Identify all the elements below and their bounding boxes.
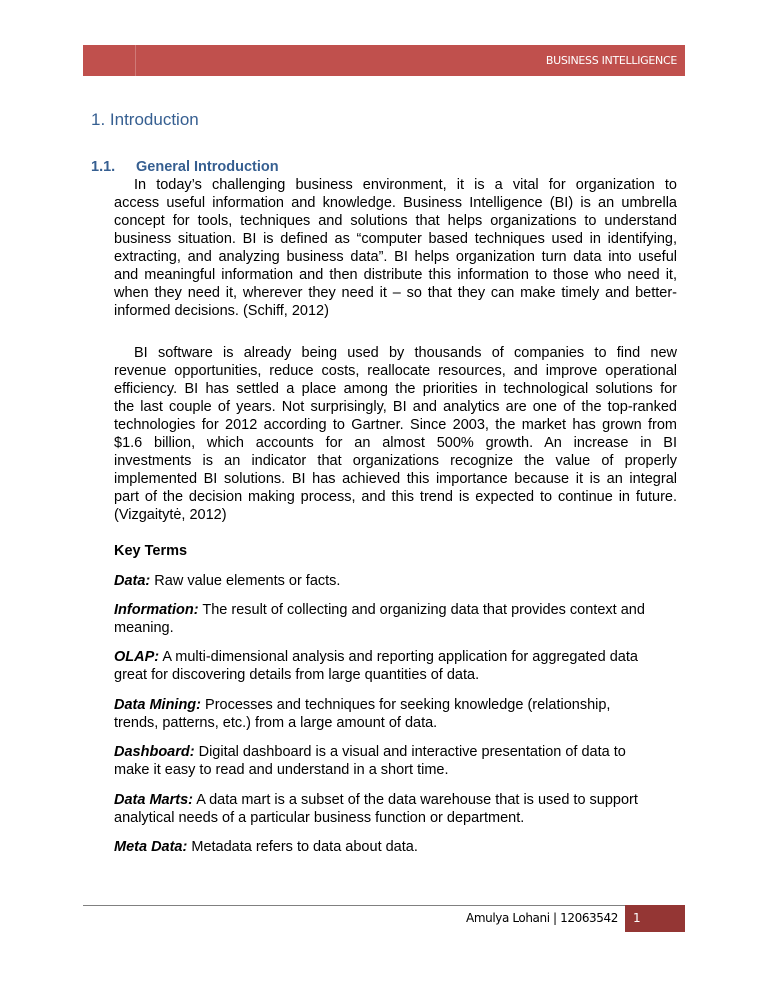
key-term-item (114, 696, 684, 732)
page-number-box (625, 905, 685, 932)
key-term-item (114, 838, 684, 856)
key-term-name: Meta Data: (114, 839, 188, 855)
paragraph-line: extracting, and analyzing business data”. BI helps organization turn data into useful (114, 249, 677, 265)
key-terms-heading: Key Terms (114, 543, 188, 559)
paragraph-line: BI software is already being used by thousands of companies to find new (134, 345, 677, 361)
key-term-definition: Metadata refers to data about data. (191, 839, 418, 855)
paragraph-line: revenue opportunities, reduce costs, reallocate resources, and improve operational (114, 363, 677, 379)
key-term-definition: great for discovering details from large quantities of data. (114, 667, 480, 683)
paragraph-line: In today’s challenging business environment, it is a vital for organization to (134, 177, 677, 193)
header-title: BUSINESS INTELLIGENCE (545, 54, 677, 67)
key-term-item (114, 601, 684, 637)
key-term-definition: Processes and techniques for seeking knowledge (relationship, (205, 697, 611, 713)
subsection-number: 1.1. (91, 159, 116, 175)
key-term-item (114, 648, 684, 684)
paragraph-line: part of the decision making process, and this trend is expected to continue in future. (114, 489, 677, 505)
key-term-definition: Digital dashboard is a visual and interactive presentation of data to (198, 744, 626, 760)
paragraph-line: and meaningful information and then distribute this information to those who need it, (114, 267, 677, 283)
key-term-name: Data Marts: (114, 792, 193, 808)
key-term-name: Dashboard: (114, 744, 195, 760)
paragraph-line: when they need it, wherever they need it – so that they can make timely and better- (114, 285, 677, 301)
paragraph-line: technologies for 2012 according to Gartner. Since 2003, the market has grown from (114, 417, 677, 433)
paragraph-line: access useful information and knowledge. Business Intelligence (BI) is an umbrella (114, 195, 677, 211)
paragraph-line: (Vizgaitytė, 2012) (114, 507, 227, 523)
footer-author: Amulya Lohani | 12063542 (466, 911, 618, 925)
key-term-definition: A data mart is a subset of the data warehouse that is used to support (196, 792, 638, 808)
key-term-item (114, 791, 684, 827)
key-term-name: Information: (114, 602, 199, 618)
key-term-definition: Raw value elements or facts. (154, 573, 341, 589)
paragraph-line: implemented BI solutions. BI has achieved this importance because it is an integral (114, 471, 677, 487)
paragraph-bi-software (114, 344, 677, 524)
section-heading: 1. Introduction (91, 110, 199, 129)
paragraph-line: concept for tools, techniques and solutions that helps organizations to understand (114, 213, 677, 229)
key-term-item (114, 743, 684, 779)
key-term-definition: analytical needs of a particular business function or department. (114, 810, 525, 826)
key-term-definition: meaning. (114, 620, 174, 636)
paragraph-line: efficiency. BI has settled a place among the priorities in technological solutions for (114, 381, 677, 397)
key-term-definition: trends, patterns, etc.) from a large amount of data. (114, 715, 438, 731)
page-number: 1 (633, 911, 641, 925)
key-term-definition: A multi-dimensional analysis and reporting application for aggregated data (162, 649, 638, 665)
key-term-name: OLAP: (114, 649, 160, 665)
header-divider (135, 45, 136, 76)
key-term-definition: make it easy to read and understand in a short time. (114, 762, 449, 778)
page-header-bar (83, 45, 685, 76)
paragraph-line: the last couple of years. Not surprisingly, BI and analytics are one of the top-ranked (114, 399, 677, 415)
footer-divider (83, 905, 625, 906)
key-term-name: Data Mining: (114, 697, 201, 713)
subsection-title: General Introduction (136, 159, 279, 175)
paragraph-line: investments is an indicator that organizations recognize the value of properly (114, 453, 677, 469)
paragraph-line: business situation. BI is defined as “computer based techniques used in identifying, (114, 231, 677, 247)
paragraph-line: $1.6 billion, which accounts for an almost 500% growth. An increase in BI (114, 435, 677, 451)
key-term-item (114, 572, 684, 590)
key-term-definition: The result of collecting and organizing data that provides context and (202, 602, 645, 618)
key-term-name: Data: (114, 573, 151, 589)
paragraph-line: informed decisions. (Schiff, 2012) (114, 303, 329, 319)
paragraph-intro (114, 176, 677, 320)
